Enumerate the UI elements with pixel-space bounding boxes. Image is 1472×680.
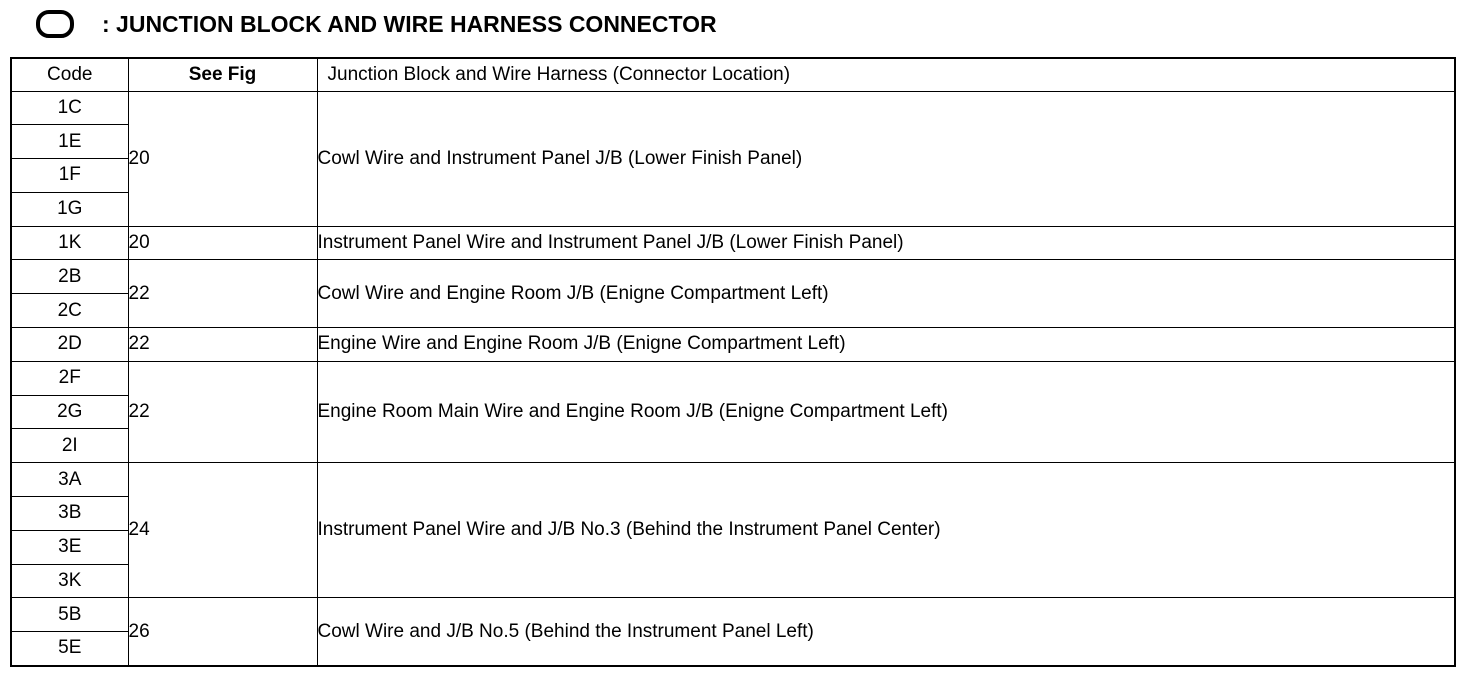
title-row [36,6,717,42]
code-cell: 5B [11,598,128,632]
table-header-row [11,58,1455,91]
code-cell: 1F [11,159,128,193]
code-cell: 2I [11,429,128,463]
table-row [11,361,1455,395]
code-cell: 3K [11,564,128,598]
see-fig-cell: 20 [128,226,317,260]
location-cell: Cowl Wire and Instrument Panel J/B (Lower Finish Panel) [317,91,1455,226]
code-cell: 2F [11,361,128,395]
code-cell: 3B [11,497,128,531]
column-header-location: Junction Block and Wire Harness (Connector Location) [317,58,1455,91]
location-cell: Instrument Panel Wire and Instrument Panel J/B (Lower Finish Panel) [317,226,1455,260]
table-body [11,91,1455,666]
location-cell: Cowl Wire and Engine Room J/B (Enigne Compartment Left) [317,260,1455,328]
code-cell: 2D [11,328,128,362]
table-row [11,91,1455,125]
location-cell: Engine Wire and Engine Room J/B (Enigne Compartment Left) [317,328,1455,362]
location-cell: Instrument Panel Wire and J/B No.3 (Behind the Instrument Panel Center) [317,463,1455,598]
code-cell: 2B [11,260,128,294]
table-row [11,328,1455,362]
see-fig-cell: 24 [128,463,317,598]
table-row [11,463,1455,497]
location-cell: Engine Room Main Wire and Engine Room J/B (Enigne Compartment Left) [317,361,1455,462]
see-fig-cell: 26 [128,598,317,666]
code-cell: 3E [11,530,128,564]
see-fig-cell: 20 [128,91,317,226]
column-header-see-fig: See Fig [128,58,317,91]
table-row [11,226,1455,260]
connector-table [10,57,1456,667]
page-title: : JUNCTION BLOCK AND WIRE HARNESS CONNECTOR [102,10,717,37]
code-cell: 1K [11,226,128,260]
table-row [11,260,1455,294]
see-fig-cell: 22 [128,361,317,462]
code-cell: 5E [11,632,128,666]
table-row [11,598,1455,632]
code-cell: 2C [11,294,128,328]
see-fig-cell: 22 [128,260,317,328]
code-cell: 1G [11,192,128,226]
code-cell: 3A [11,463,128,497]
junction-block-symbol-icon [36,10,74,38]
code-cell: 1E [11,125,128,159]
code-cell: 2G [11,395,128,429]
location-cell: Cowl Wire and J/B No.5 (Behind the Instrument Panel Left) [317,598,1455,666]
code-cell: 1C [11,91,128,125]
column-header-code: Code [11,58,128,91]
see-fig-cell: 22 [128,328,317,362]
